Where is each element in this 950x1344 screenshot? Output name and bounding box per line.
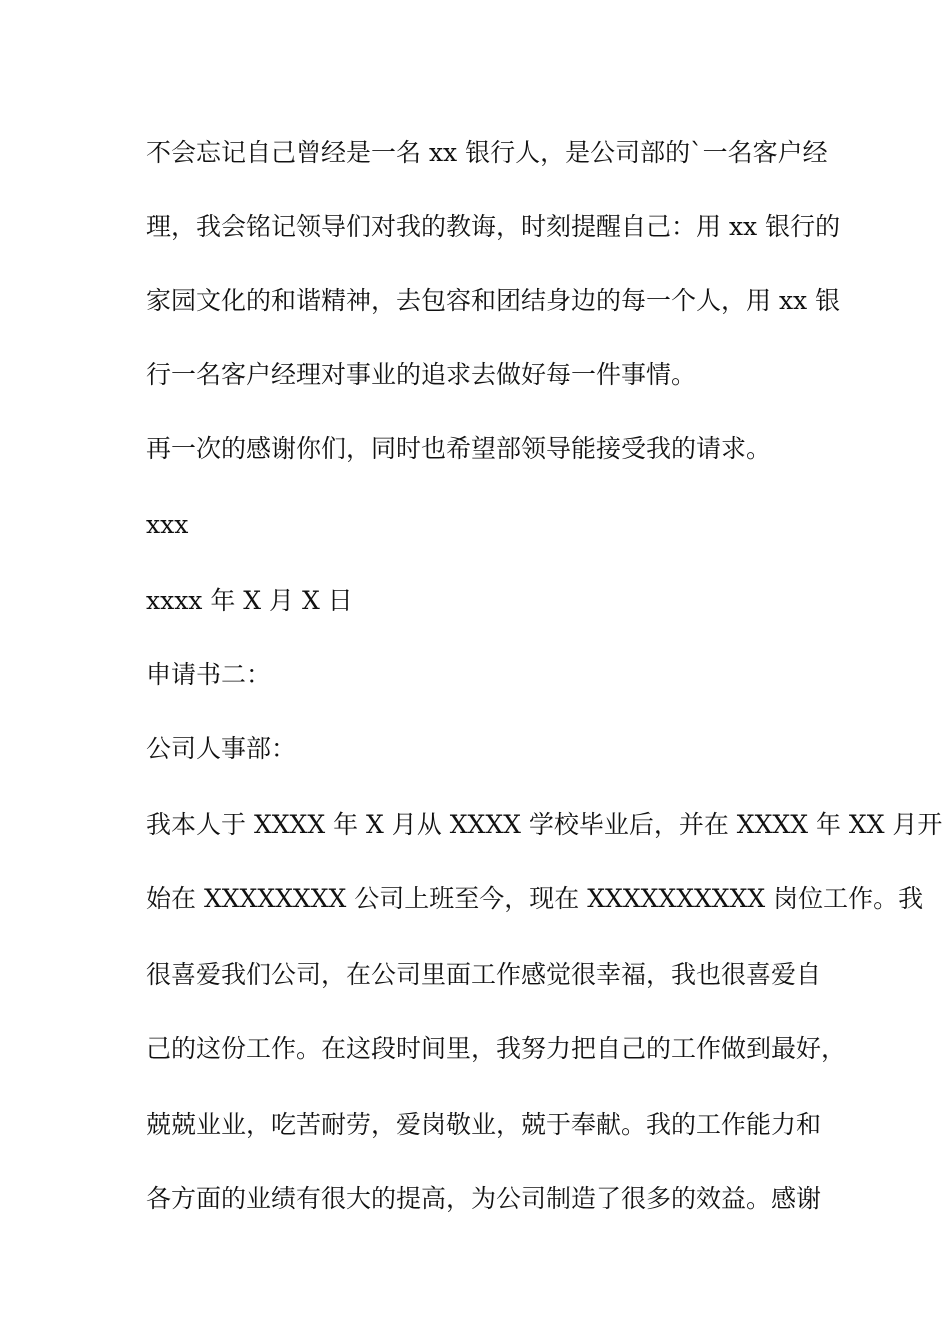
text-line: 各方面的业绩有很大的提高，为公司制造了很多的效益。感谢: [146, 1184, 822, 1213]
text-line: 不会忘记自己曾经是一名 xx 银行人，是公司部的`一名客户经: [146, 138, 828, 167]
text-line: 再一次的感谢你们，同时也希望部领导能接受我的请求。: [146, 434, 772, 463]
text-line: 家园文化的和谐精神，去包容和团结身边的每一个人，用 xx 银: [146, 286, 841, 315]
signature-name: xxx: [146, 510, 189, 539]
text-line: 己的这份工作。在这段时间里，我努力把自己的工作做到最好，: [146, 1034, 847, 1063]
text-line: 兢兢业业，吃苦耐劳，爱岗敬业，兢于奉献。我的工作能力和: [146, 1110, 822, 1139]
text-line: 我本人于 XXXX 年 X 月从 XXXX 学校毕业后，并在 XXXX 年 XX 月开: [146, 810, 943, 839]
text-line: 很喜爱我们公司，在公司里面工作感觉很幸福，我也很喜爱自: [146, 960, 822, 989]
section-heading: 申请书二：: [146, 660, 272, 689]
text-line: 理，我会铭记领导们对我的教诲，时刻提醒自己：用 xx 银行的: [146, 212, 841, 241]
text-line: 始在 XXXXXXXX 公司上班至今，现在 XXXXXXXXXX 岗位工作。我: [146, 884, 924, 913]
text-line: 行一名客户经理对事业的追求去做好每一件事情。: [146, 360, 697, 389]
signature-date: xxxx 年 X 月 X 日: [146, 586, 353, 615]
salutation: 公司人事部：: [146, 734, 297, 763]
